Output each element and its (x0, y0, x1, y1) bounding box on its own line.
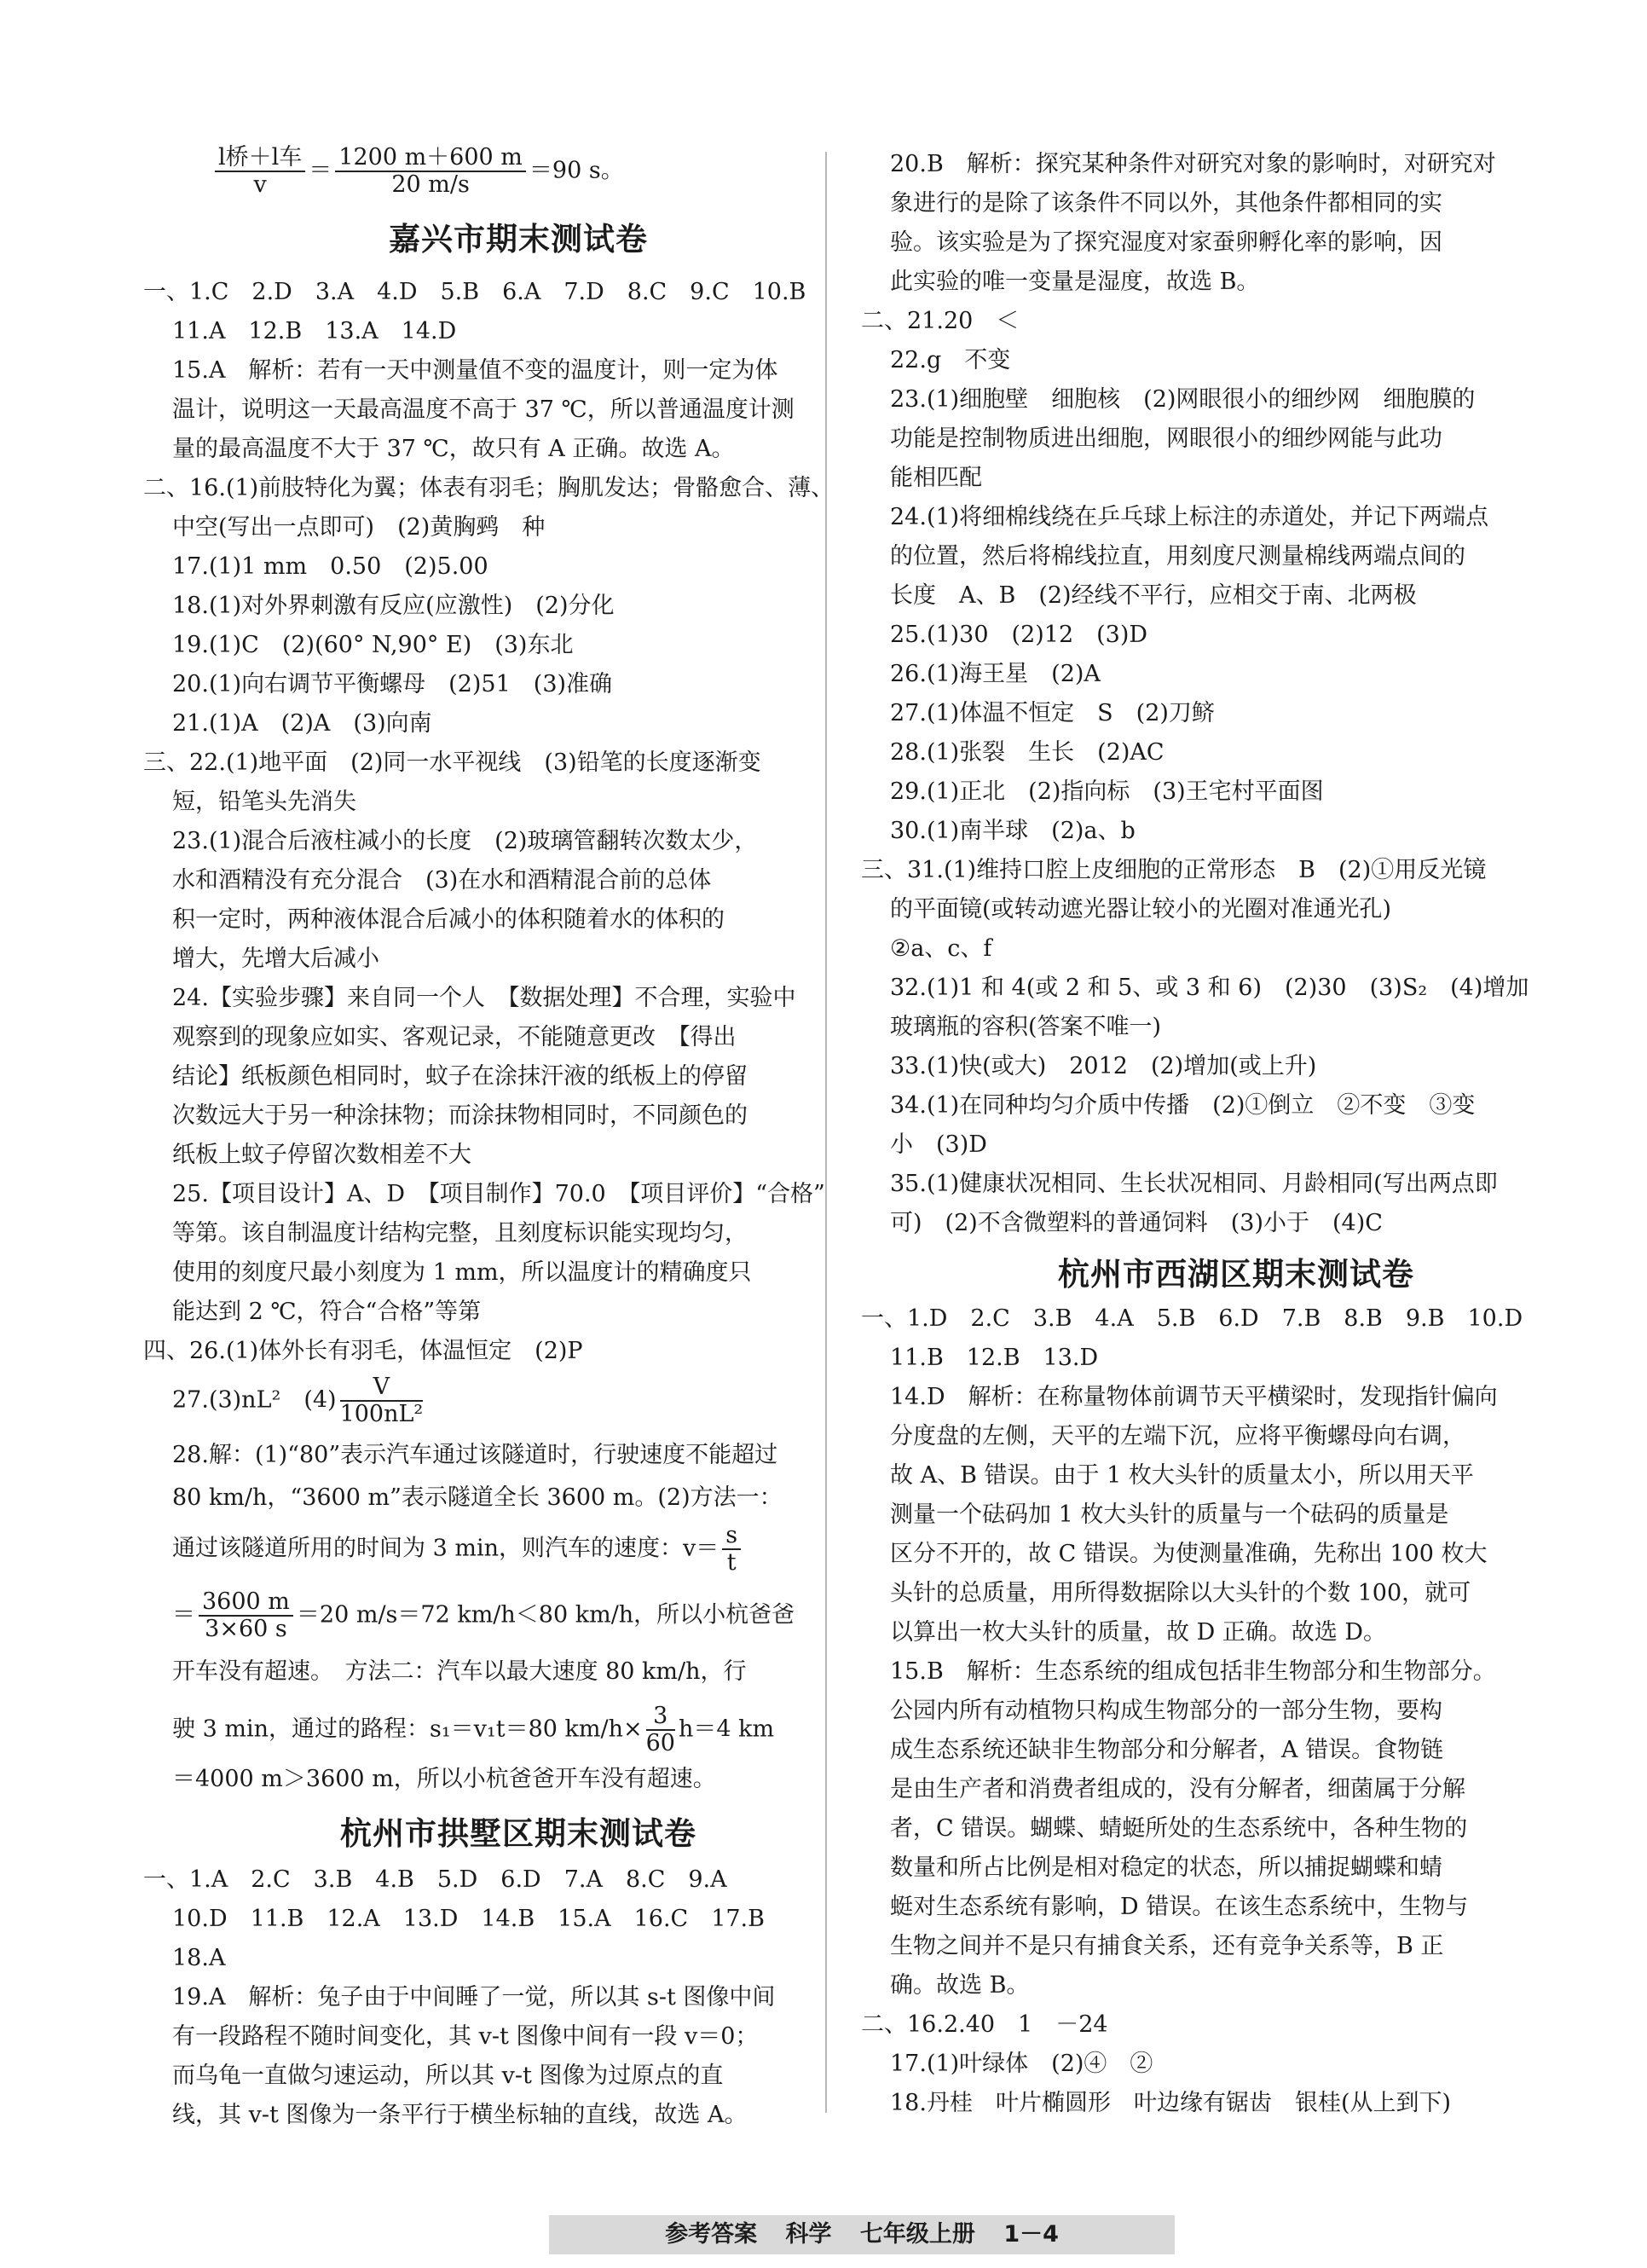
answer-line: 27.(3)nL² (4) $\frac{V}{\text{100nL²}}$ (172, 1374, 424, 1427)
fraction: $\frac{V}{\text{100nL²}}$ (339, 1374, 424, 1427)
answer-line: 头针的总质量，用所得数据除以大头针的个数 100，就可 (890, 1580, 1471, 1606)
answer-line: 使用的刻度尺最小刻度为 1 mm，所以温度计的精确度只 (172, 1259, 752, 1286)
page-number: 1－4 (1003, 2221, 1059, 2248)
answer-line: 小 (3)D (890, 1131, 987, 1158)
answer-line: 34.(1)在同种均匀介质中传播 (2)①倒立 ②不变 ③变 (890, 1092, 1476, 1119)
answer-line: 此实验的唯一变量是湿度，故选 B。 (890, 269, 1260, 295)
answer-line: 象进行的是除了该条件不同以外，其他条件都相同的实 (890, 190, 1442, 217)
answer-line: 一、1.D 2.C 3.B 4.A 5.B 6.D 7.B 8.B 9.B 10.D (861, 1305, 1523, 1332)
answer-line: 驶 3 min，通过的路程：s₁＝v₁t＝80 km/h× $\frac{3}{60}$ h＝4 km (172, 1703, 775, 1756)
answer-line: 28.解：(1)“80”表示汽车通过该隧道时，行驶速度不能超过 (172, 1442, 778, 1468)
answer-line: 11.A 12.B 13.A 14.D (172, 318, 457, 344)
fraction: $\frac{3}{60}$ (645, 1703, 675, 1756)
answer-line: 量的最高温度不大于 37 ℃，故只有 A 正确。故选 A。 (172, 436, 735, 462)
answer-line: 25.(1)30 (2)12 (3)D (890, 622, 1148, 648)
answer-line: 者，C 错误。蝴蝶、蜻蜓所处的生态系统中，各种生物的 (890, 1815, 1468, 1842)
answer-line: 32.(1)1 和 4(或 2 和 5、或 3 和 6) (2)30 (3)S₂ (4)增加 (890, 975, 1529, 1001)
answer-line: ②a、c、f (890, 935, 992, 962)
answer-line: 观察到的现象应如实、客观记录，不能随意更改 【得出 (172, 1024, 737, 1050)
fraction: $\frac{\text{l桥＋l车}}{v}$ (215, 145, 305, 198)
answer-line: 可) (2)不含微塑料的普通饲料 (3)小于 (4)C (890, 1210, 1383, 1236)
answer-line: 分度盘的左侧，天平的左端下沉，应将平衡螺母向右调， (890, 1423, 1465, 1449)
answer-line: 35.(1)健康状况相同、生长状况相同、月龄相同(写出两点即 (890, 1171, 1498, 1197)
answer-line: 玻璃瓶的容积(答案不唯一) (890, 1014, 1162, 1040)
answer-line: 验。该实验是为了探究湿度对家蚕卵孵化率的影响，因 (890, 229, 1442, 256)
answer-line: 确。故选 B。 (890, 1972, 1030, 1999)
footer-grade: 七年级上册 (859, 2221, 975, 2248)
answer-line: 14.D 解析：在称量物体前调节天平横梁时，发现指针偏向 (890, 1384, 1498, 1410)
answer-line: 17.(1)叶绿体 (2)④ ② (890, 2051, 1153, 2077)
answer-line: 蜓对生态系统有影响，D 错误。在该生态系统中，生物与 (890, 1894, 1469, 1920)
answer-line: 15.B 解析：生态系统的组成包括非生物部分和生物部分。 (890, 1658, 1496, 1685)
answer-line: 一、1.A 2.C 3.B 4.B 5.D 6.D 7.A 8.C 9.A (143, 1866, 727, 1893)
answer-line: 10.D 11.B 12.A 13.D 14.B 15.A 16.C 17.B (172, 1906, 765, 1932)
answer-line: 80 km/h，“3600 m”表示隧道全长 3600 m。(2)方法一： (172, 1484, 783, 1511)
answer-line: 成生态系统还缺非生物部分和分解者，A 错误。食物链 (890, 1737, 1444, 1763)
answer-line: 19.A 解析：兔子由于中间睡了一觉，所以其 s-t 图像中间 (172, 1984, 776, 2011)
answer-line: 公园内所有动植物只构成生物部分的一部分生物，要构 (890, 1698, 1442, 1724)
answer-line: 的位置，然后将棉线拉直，用刻度尺测量棉线两端点间的 (890, 543, 1465, 570)
answer-line: 22.g 不变 (890, 347, 1011, 373)
answer-line: 17.(1)1 mm 0.50 (2)5.00 (172, 553, 488, 580)
fraction: $\frac{s}{t}$ (722, 1523, 741, 1576)
answer-line: 能相匹配 (890, 465, 982, 491)
answer-line: 短，铅笔头先消失 (172, 789, 356, 815)
answer-line: 二、16.2.40 1 －24 (861, 2011, 1108, 2038)
answer-line: 25.【项目设计】A、D 【项目制作】70.0 【项目评价】“合格” (172, 1181, 825, 1207)
answer-line: 数量和所占比例是相对稳定的状态，所以捕捉蝴蝶和蜻 (890, 1854, 1442, 1881)
answer-line: 测量一个砝码加 1 枚大头针的质量与一个砝码的质量是 (890, 1501, 1449, 1528)
page-footer (549, 2215, 1175, 2254)
answer-line: 28.(1)张裂 生长 (2)AC (890, 739, 1164, 766)
answer-line: 次数远大于另一种涂抹物；而涂抹物相同时，不同颜色的 (172, 1102, 748, 1129)
answer-line: 温计，说明这一天最高温度不高于 37 ℃，所以普通温度计测 (172, 396, 795, 423)
answer-line: 积一定时，两种液体混合后减小的体积随着水的体积的 (172, 906, 725, 933)
answer-line: 三、31.(1)维持口腔上皮细胞的正常形态 B (2)①用反光镜 (861, 857, 1487, 883)
answer-line: 线，其 v-t 图像为一条平行于横坐标轴的直线，故选 A。 (172, 2102, 748, 2128)
section-title-gongshu: 杭州市拱墅区期末测试卷 (340, 1815, 696, 1852)
answer-line: 18.丹桂 叶片椭圆形 叶边缘有锯齿 银桂(从上到下) (890, 2090, 1452, 2116)
answer-line: 一、1.C 2.D 3.A 4.D 5.B 6.A 7.D 8.C 9.C 10.B (143, 279, 806, 305)
answer-line: 20.B 解析：探究某种条件对研究对象的影响时，对研究对 (890, 151, 1496, 177)
footer-label: 参考答案 (665, 2221, 758, 2248)
answer-line: 四、26.(1)体外长有羽毛，体温恒定 (2)P (143, 1338, 583, 1364)
answer-line: 30.(1)南半球 (2)a、b (890, 818, 1136, 844)
answer-line: 通过该隧道所用的时间为 3 min，则汽车的速度：v＝ $\frac{s}{t}$ (172, 1523, 744, 1576)
answer-line: 故 A、B 错误。由于 1 枚大头针的质量太小，所以用天平 (890, 1462, 1474, 1489)
answer-line: 生物之间并不是只有捕食关系，还有竞争关系等，B 正 (890, 1933, 1444, 1959)
answer-line: 中空(写出一点即可) (2)黄胸鹀 种 (172, 514, 546, 541)
fraction: $\frac{3600 m}{3\times 60 s}$ (199, 1589, 293, 1642)
answer-line: 二、16.(1)前肢特化为翼；体表有羽毛；胸肌发达；骨骼愈合、薄、 (143, 475, 835, 501)
formula-line: $\frac{\text{l桥＋l车}}{v}$ ＝ $\frac{1200 m+600 m}{20 m/s}$ ＝90 s。 (211, 145, 624, 198)
answer-line: 有一段路程不随时间变化，其 v-t 图像中间有一段 v＝0； (172, 2023, 759, 2050)
answer-line: 33.(1)快(或大) 2012 (2)增加(或上升) (890, 1053, 1317, 1079)
answer-line: 等第。该自制温度计结构完整，且刻度标识能实现均匀， (172, 1220, 748, 1247)
answer-line: 水和酒精没有充分混合 (3)在水和酒精混合前的总体 (172, 867, 712, 894)
answer-line: 11.B 12.B 13.D (890, 1345, 1099, 1371)
answer-line: 增大，先增大后减小 (172, 946, 379, 972)
answer-line: 能达到 2 ℃，符合“合格”等第 (172, 1299, 482, 1325)
answer-line: 23.(1)细胞壁 细胞核 (2)网眼很小的细纱网 细胞膜的 (890, 386, 1476, 413)
answer-line: 29.(1)正北 (2)指向标 (3)王宅村平面图 (890, 778, 1324, 805)
answer-line: 18.(1)对外界刺激有反应(应激性) (2)分化 (172, 593, 615, 619)
answer-line: 是由生产者和消费者组成的，没有分解者，细菌属于分解 (890, 1776, 1465, 1802)
answer-line: 的平面镜(或转动遮光器让较小的光圈对准通光孔) (890, 896, 1392, 923)
answer-line: 三、22.(1)地平面 (2)同一水平视线 (3)铅笔的长度逐渐变 (143, 749, 761, 776)
answer-line: 长度 A、B (2)经线不平行，应相交于南、北两极 (890, 582, 1417, 609)
answer-line: 27.(1)体温不恒定 S (2)刀鲚 (890, 700, 1215, 726)
answer-line: 20.(1)向右调节平衡螺母 (2)51 (3)准确 (172, 671, 613, 697)
answer-line: 二、21.20 ＜ (861, 308, 1020, 334)
answer-line: 18.A (172, 1945, 226, 1971)
answer-line: ＝ $\frac{3600 m}{3\times 60 s}$ ＝20 m/s＝72 km/h＜80 km/h，所以小杭爸爸 (172, 1588, 795, 1642)
answer-line: ＝4000 m＞3600 m，所以小杭爸爸开车没有超速。 (172, 1766, 716, 1792)
answer-line: 开车没有超速。 方法二：汽车以最大速度 80 km/h，行 (172, 1658, 747, 1685)
answer-line: 区分不开的，故 C 错误。为使测量准确，先称出 100 枚大 (890, 1541, 1488, 1567)
answer-line: 结论】纸板颜色相同时，蚊子在涂抹汗液的纸板上的停留 (172, 1063, 748, 1090)
section-title-jiaxing: 嘉兴市期末测试卷 (389, 221, 648, 257)
answer-line: 纸板上蚊子停留次数相差不大 (172, 1142, 471, 1168)
answer-line: 24.(1)将细棉线绕在乒乓球上标注的赤道处，并记下两端点 (890, 504, 1489, 530)
fraction: $\frac{1200 m+600 m}{20 m/s}$ (335, 145, 526, 198)
answer-line: 21.(1)A (2)A (3)向南 (172, 710, 432, 737)
section-title-xihu: 杭州市西湖区期末测试卷 (1058, 1256, 1414, 1293)
answer-line: 以算出一枚大头针的质量，故 D 正确。故选 D。 (890, 1619, 1387, 1646)
answer-line: 而乌龟一直做匀速运动，所以其 v-t 图像为过原点的直 (172, 2063, 724, 2089)
answer-line: 19.(1)C (2)(60° N,90° E) (3)东北 (172, 632, 574, 658)
footer-subject: 科学 (785, 2221, 832, 2248)
answer-line: 15.A 解析：若有一天中测量值不变的温度计，则一定为体 (172, 357, 778, 384)
answer-line: 功能是控制物质进出细胞，网眼很小的细纱网能与此功 (890, 425, 1442, 452)
answer-line: 23.(1)混合后液柱减小的长度 (2)玻璃管翻转次数太少， (172, 828, 758, 854)
answer-line: 24.【实验步骤】来自同一个人 【数据处理】不合理，实验中 (172, 985, 796, 1011)
answer-line: 26.(1)海王星 (2)A (890, 661, 1101, 687)
